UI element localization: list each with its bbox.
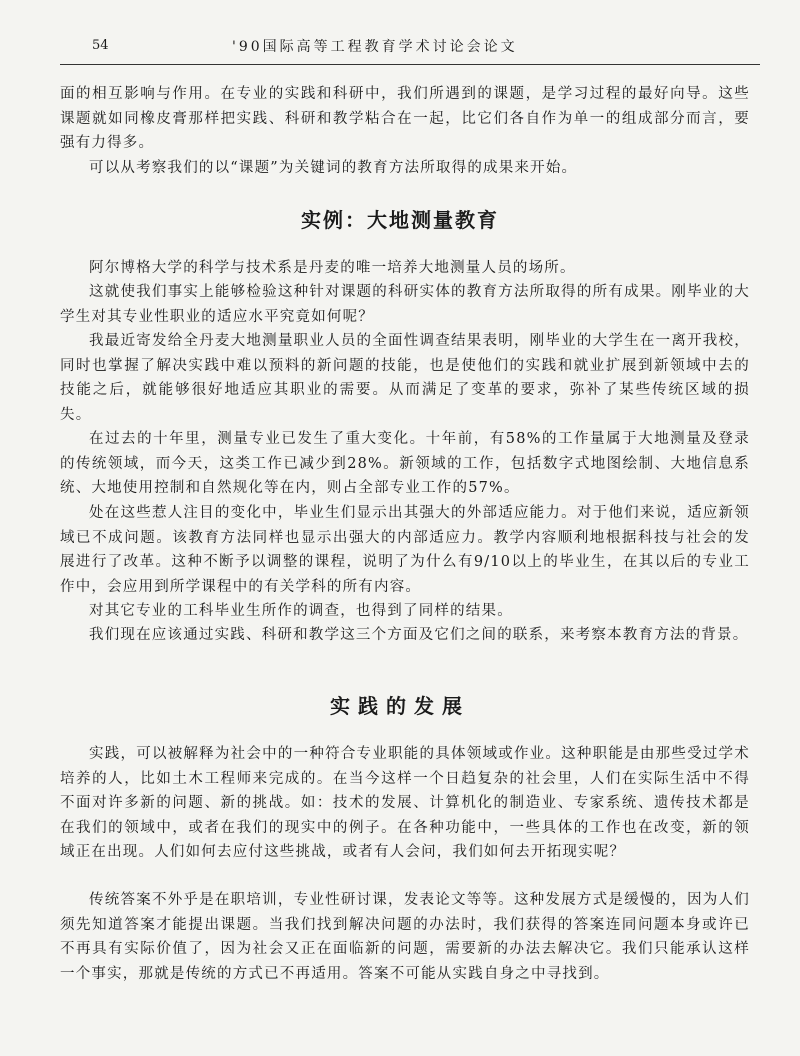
paragraph-background: 我们现在应该通过实践、科研和教学这三个方面及它们之间的联系，来考察本教育方法的背景。 xyxy=(89,627,749,643)
paragraph-adaptability: 处在这些惹人注目的变化中，毕业生们显示出其强大的外部适应能力。对于他们来说，适应新领域已不成问题。该教育方法同样也显示出强大的内部适应力。教学内容顺利地根据科技与社会的发展进行了改革。这种不断予以调整的课程，说明了为什么有9/10以上的毕业生，在其以后的专业工作中，会应用到所学课程中的有关学科的所有内容。 xyxy=(60,505,750,595)
header-rule xyxy=(60,64,760,65)
page-number: 54 xyxy=(92,38,109,53)
paragraph-practice-definition: 实践，可以被解释为社会中的一种符合专业职能的具体领域或作业。这种职能是由那些受过学术培养的人，比如土木工程师来完成的。在当今这样一个日趋复杂的社会里，人们在实际生活中不得不面对许多新的问题、新的挑战。如：技术的发展、计算机化的制造业、专家系统、遗传技术都是在我们的领域中，或者在我们的现实中的例子。在各种功能中，一些具体的工作也在改变，新的领域正在出现。人们如何去应付这些挑战，或者有人会问，我们如何去开拓现实呢？ xyxy=(60,746,750,860)
paragraph-aalborg: 阿尔博格大学的科学与技术系是丹麦的唯一培养大地测量人员的场所。 xyxy=(89,260,576,276)
page-header xyxy=(92,36,740,60)
paragraph-verification: 这就使我们事实上能够检验这种针对课题的科研实体的教育方法所取得的所有成果。刚毕业的大学生对其专业性职业的适应水平究竟如何呢？ xyxy=(60,284,750,325)
paragraph-traditional-answer: 传统答案不外乎是在职培训，专业性研讨课，发表论文等等。这种发展方式是缓慢的，因为人们须先知道答案才能提出课题。当我们找到解决问题的办法时，我们获得的答案连同问题本身或许已不再具有实际价值了，因为社会又正在面临新的问题，需要新的办法去解决它。我们只能承认这样一个事实，那就是传统的方式已不再适用。答案不可能从实践自身之中寻找到。 xyxy=(60,892,750,982)
section-heading-example: 实例：大地测量教育 xyxy=(301,208,499,232)
paragraph-continuation: 面的相互影响与作用。在专业的实践和科研中，我们所遇到的课题，是学习过程的最好向导。这些课题就如同橡皮膏那样把实践、科研和教学粘合在一起，比它们各自作为单一的组成部分而言，要强有力得多。 xyxy=(60,86,750,151)
section-heading-practice: 实践的发展 xyxy=(330,694,470,718)
paragraph-other-graduates: 对其它专业的工科毕业生所作的调查，也得到了同样的结果。 xyxy=(89,603,513,619)
running-title: '90国际高等工程教育学术讨论会论文 xyxy=(232,39,518,55)
paragraph-intro-results: 可以从考察我们的以“课题”为关键词的教育方法所取得的成果来开始。 xyxy=(89,160,578,176)
paragraph-decade-change: 在过去的十年里，测量专业已发生了重大变化。十年前，有58%的工作量属于大地测量及登录的传统领域，而今天，这类工作已减少到28%。新领域的工作，包括数字式地图绘制、大地信息系统、大地使用控制和自然规化等在内，则占全部专业工作的57%。 xyxy=(60,431,750,496)
paragraph-survey: 我最近寄发给全丹麦大地测量职业人员的全面性调查结果表明，刚毕业的大学生在一离开我校，同时也掌握了解决实践中难以预料的新问题的技能，也是使他们的实践和就业扩展到新领域中去的技能之后，就能够很好地适应其职业的需要。从而满足了变革的要求，弥补了某些传统区域的损失。 xyxy=(60,333,750,423)
